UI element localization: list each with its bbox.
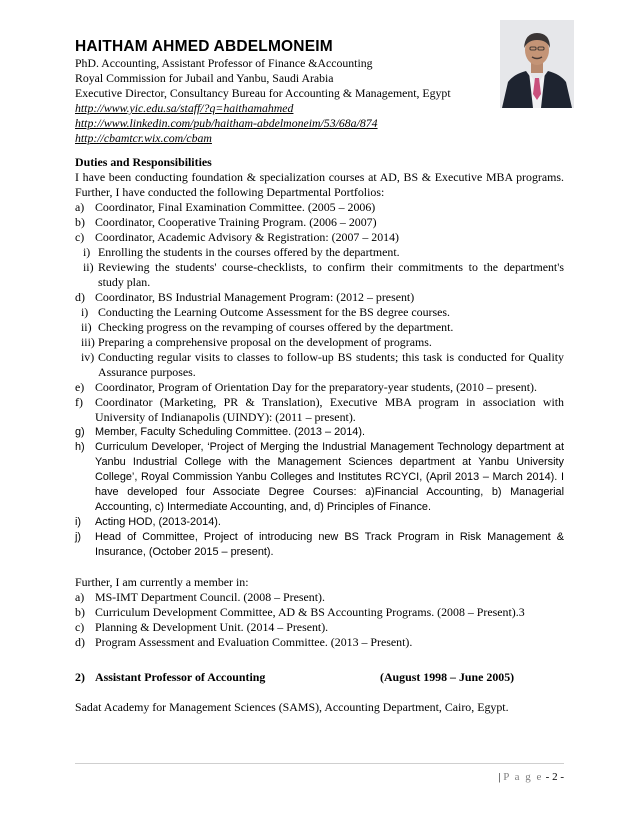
list-item: i) Acting HOD, (2013-2014). [75, 516, 221, 528]
duties-heading: Duties and Responsibilities [75, 155, 212, 169]
list-item: f) Coordinator (Marketing, PR & Translation), Executive MBA program in association with University of Indianapolis (UINDY): (2011 – present). [75, 395, 564, 424]
sub-list-item: iii) Preparing a comprehensive proposal on the development of programs. [81, 335, 432, 349]
list-item: h) Curriculum Developer, ‘Project of Merging the Industrial Management Technology department at Yanbu Industrial College with the Management Sciences department at Yanbu University College’, Royal Commission Yanbu Colleges and Institutes RCYCI, (April 2013 – March 2014). I have developed four Associate Degree Courses: a)Financial Accounting, b) Managerial Accounting, c) Intermediate Accounting, and, d) Principles of Finance. [75, 441, 564, 513]
list-item: j) Head of Committee, Project of introducing new BS Track Program in Risk Management & Insurance, (October 2015 – present). [75, 531, 564, 558]
cv-body [75, 155, 564, 715]
section-dates: (August 1998 – June 2005) [380, 670, 515, 684]
employer-line: Royal Commission for Jubail and Yanbu, Saudi Arabia [75, 71, 334, 85]
sub-list-item: ii) Checking progress on the revamping of courses offered by the department. [81, 320, 454, 334]
footer-divider [75, 763, 564, 764]
person-name: HAITHAM AHMED ABDELMONEIM [75, 38, 333, 55]
sub-list-item: iv) Conducting regular visits to classes to follow-up BS students; this task is conducted for Quality Assurance purposes. [81, 350, 564, 379]
website-link[interactable]: http://cbamtcr.wix.com/cbam [75, 131, 212, 145]
list-item: d) Coordinator, BS Industrial Management Program: (2012 – present) [75, 290, 415, 304]
list-item: e) Coordinator, Program of Orientation Day for the preparatory-year students, (2010 – present). [75, 380, 537, 394]
sub-list-item: i) Enrolling the students in the courses offered by the department. [83, 245, 400, 259]
list-item: c) Coordinator, Academic Advisory & Registration: (2007 – 2014) [75, 230, 400, 244]
profile-photo [500, 20, 574, 108]
list-item: c) Planning & Development Unit. (2014 – Present). [75, 620, 329, 634]
title-line: PhD. Accounting, Assistant Professor of Finance &Accounting [75, 56, 373, 70]
page-footer [498, 771, 564, 783]
footer-separator: | [498, 771, 501, 783]
page-label: P a g e [503, 771, 543, 783]
list-item: a) MS-IMT Department Council. (2008 – Present). [75, 590, 325, 604]
section-heading [75, 670, 564, 685]
director-line: Executive Director, Consultancy Bureau for Accounting & Management, Egypt [75, 86, 451, 100]
list-item: b) Curriculum Development Committee, AD & BS Accounting Programs. (2008 – Present).3 [75, 605, 525, 619]
section-number: 2) [75, 670, 85, 684]
section-title: Assistant Professor of Accounting [95, 670, 266, 684]
page-number: - 2 - [545, 771, 564, 783]
list-item: a) Coordinator, Final Examination Committee. (2005 – 2006) [75, 200, 376, 214]
sub-list-item: i) Conducting the Learning Outcome Assessment for the BS degree courses. [81, 305, 451, 319]
list-item: g) Member, Faculty Scheduling Committee. (2013 – 2014). [75, 426, 365, 438]
membership-intro: Further, I am currently a member in: [75, 575, 249, 589]
linkedin-link[interactable]: http://www.linkedin.com/pub/haitham-abdelmoneim/53/68a/874 [75, 116, 378, 130]
list-item: b) Coordinator, Cooperative Training Program. (2006 – 2007) [75, 215, 377, 229]
duties-intro: I have been conducting foundation & specialization courses at AD, BS & Executive MBA programs. Further, I have conducted the following Departmental Portfolios: [75, 170, 564, 199]
staff-profile-link[interactable]: http://www.yic.edu.sa/staff/?q=haithamahmed [75, 101, 294, 115]
sub-list-item: ii) Reviewing the students' course-checklists, to confirm their commitments to the department's study plan. [83, 260, 564, 289]
section-institution: Sadat Academy for Management Sciences (SAMS), Accounting Department, Cairo, Egypt. [75, 700, 509, 714]
list-item: d) Program Assessment and Evaluation Committee. (2013 – Present). [75, 635, 413, 649]
